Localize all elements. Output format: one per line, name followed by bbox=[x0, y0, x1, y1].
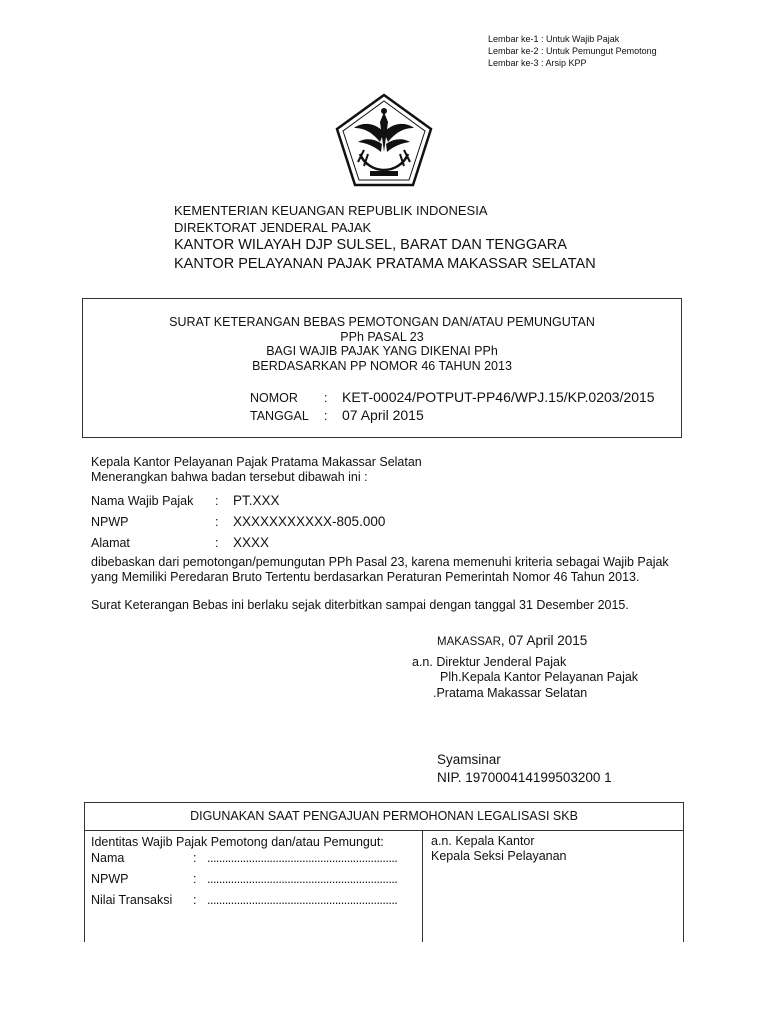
certificate-title-line-4: BERDASARKAN PP NOMOR 46 TAHUN 2013 bbox=[252, 358, 512, 373]
legalization-box bbox=[84, 802, 684, 942]
exemption-line-1: dibebaskan dari pemotongan/pemungutan PPh Pasal 23, karena memenuhi kriteria sebagai Wajib Pajak bbox=[91, 555, 669, 569]
copy-distribution-notes bbox=[488, 33, 657, 69]
field-label: Nama Wajib Pajak bbox=[91, 494, 194, 508]
legalization-signatory-line-2: Kepala Seksi Pelayanan bbox=[431, 849, 567, 863]
intro-line-2: Menerangkan bahwa badan tersebut dibawah ini : bbox=[91, 470, 368, 484]
tanggal-value: 07 April 2015 bbox=[342, 407, 424, 423]
legalization-heading: DIGUNAKAN SAAT PENGAJUAN PERMOHONAN LEGALISASI SKB bbox=[85, 803, 683, 831]
withholder-label: Nilai Transaksi bbox=[91, 893, 173, 907]
withholder-blank: ................................................................ bbox=[207, 851, 398, 865]
withholder-blank: ................................................................ bbox=[207, 872, 398, 886]
exemption-line-2: yang Memiliki Peredaran Bruto Tertentu berdasarkan Peraturan Pemerintah Nomor 46 Tahun 2013. bbox=[91, 570, 640, 584]
withholder-row bbox=[91, 872, 422, 892]
regional-office-name: KANTOR WILAYAH DJP SULSEL, BARAT DAN TENGGARA bbox=[174, 237, 567, 253]
place-label: MAKASSAR bbox=[437, 636, 501, 648]
signatory-line-2: Plh.Kepala Kantor Pelayanan Pajak bbox=[440, 670, 639, 684]
withholder-colon: : bbox=[193, 851, 197, 865]
legalization-signatory bbox=[431, 834, 567, 864]
ministry-name: KEMENTERIAN KEUANGAN REPUBLIK INDONESIA bbox=[174, 203, 488, 218]
withholder-colon: : bbox=[193, 872, 197, 886]
taxpayer-fields bbox=[91, 493, 385, 556]
field-label: Alamat bbox=[91, 536, 130, 550]
copy-note-3: Lembar ke-3 : Arsip KPP bbox=[488, 58, 587, 68]
tax-office-name: KANTOR PELAYANAN PAJAK PRATAMA MAKASSAR SELATAN bbox=[174, 256, 596, 272]
certificate-reference bbox=[250, 389, 655, 425]
validity-statement: Surat Keterangan Bebas ini berlaku sejak diterbitkan sampai dengan tanggal 31 Desember 2015. bbox=[91, 598, 629, 612]
copy-note-2: Lembar ke-2 : Untuk Pemungut Pemotong bbox=[488, 46, 657, 56]
directorate-name: DIREKTORAT JENDERAL PAJAK bbox=[174, 220, 372, 235]
withholder-row bbox=[91, 851, 422, 871]
field-colon: : bbox=[215, 494, 219, 508]
field-colon: : bbox=[215, 515, 219, 529]
certificate-title-line-1: SURAT KETERANGAN BEBAS PEMOTONGAN DAN/ATAU PEMUNGUTAN bbox=[169, 315, 595, 329]
withholder-label: Nama bbox=[91, 851, 125, 865]
withholder-description: Identitas Wajib Pajak Pemotong dan/atau Pemungut: bbox=[91, 835, 384, 849]
signatory-name: Syamsinar bbox=[437, 752, 501, 767]
signatory-line-1: a.n. Direktur Jenderal Pajak bbox=[412, 655, 567, 669]
field-colon: : bbox=[215, 536, 219, 550]
signatory-nip: NIP. 197000414199503200 1 bbox=[437, 770, 612, 785]
field-value: PT.XXX bbox=[233, 493, 280, 508]
withholder-row bbox=[91, 893, 422, 913]
signing-date: , 07 April 2015 bbox=[500, 633, 588, 648]
tanggal-row bbox=[250, 407, 655, 425]
withholder-label: NPWP bbox=[91, 872, 129, 886]
nomor-colon: : bbox=[324, 391, 328, 405]
certificate-title-line-3: BAGI WAJIB PAJAK YANG DIKENAI PPh bbox=[266, 344, 498, 358]
certificate-title-line-2: PPh PASAL 23 bbox=[340, 329, 424, 344]
field-label: NPWP bbox=[91, 515, 129, 529]
field-value: XXXXXXXXXXX-805.000 bbox=[233, 514, 386, 529]
field-row bbox=[91, 493, 385, 514]
signatory-line-3: .Pratama Makassar Selatan bbox=[433, 686, 588, 700]
withholder-blank: ................................................................ bbox=[207, 893, 398, 907]
withholder-identity bbox=[85, 831, 423, 942]
nomor-row bbox=[250, 389, 655, 407]
withholder-colon: : bbox=[193, 893, 197, 907]
field-value: XXXX bbox=[233, 535, 270, 550]
nomor-value: KET-00024/POTPUT-PP46/WPJ.15/KP.0203/2015 bbox=[342, 389, 655, 405]
field-row bbox=[91, 514, 385, 535]
certificate-title-box bbox=[82, 298, 682, 438]
exemption-paragraph bbox=[91, 555, 669, 585]
nomor-label: NOMOR bbox=[250, 391, 298, 405]
tanggal-label: TANGGAL bbox=[250, 409, 309, 423]
tanggal-colon: : bbox=[324, 409, 328, 423]
intro-line-1: Kepala Kantor Pelayanan Pajak Pratama Makassar Selatan bbox=[91, 455, 422, 469]
office-header bbox=[174, 202, 596, 274]
legalization-signatory-line-1: a.n. Kepala Kantor bbox=[431, 834, 535, 848]
copy-note-1: Lembar ke-1 : Untuk Wajib Pajak bbox=[488, 34, 620, 44]
intro-text bbox=[91, 455, 422, 485]
place-and-date bbox=[437, 633, 587, 648]
field-row bbox=[91, 535, 385, 556]
ministry-of-finance-emblem-icon bbox=[334, 92, 434, 188]
